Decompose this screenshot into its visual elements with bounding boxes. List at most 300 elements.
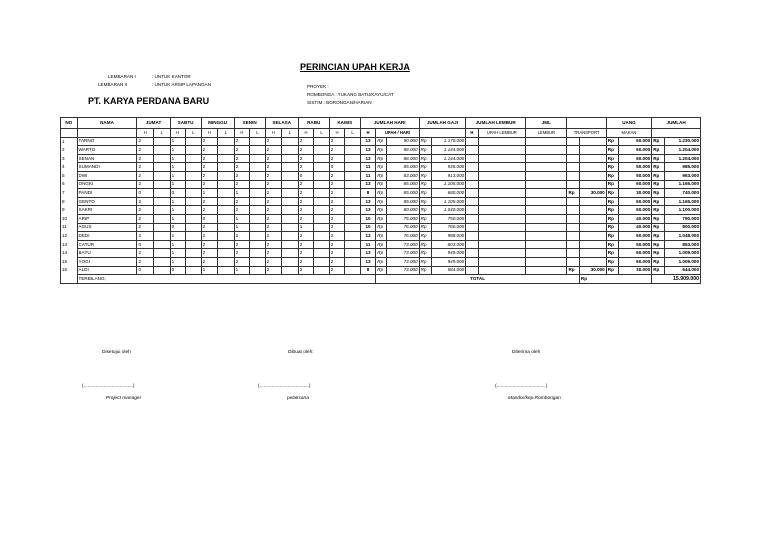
row-day-h: 2: [265, 223, 282, 232]
row-day-l: [186, 189, 202, 198]
row-meal: 30.000: [619, 266, 652, 275]
sub-l: L: [154, 129, 171, 138]
row-day-h: 2: [234, 249, 250, 258]
row-day-l: [218, 232, 235, 241]
row-day-h: 2: [265, 197, 282, 206]
sub-h: H: [234, 129, 250, 138]
row-overtime-h: [466, 171, 478, 180]
row-name: YOGI: [77, 257, 137, 266]
row-transport: [579, 137, 606, 146]
sheet-line-1-label: LEMBARAN I: [108, 74, 136, 79]
row-salary: 949.000: [432, 249, 466, 258]
table-header-row: [61, 118, 701, 129]
row-rp: [567, 197, 579, 206]
row-day-l: [186, 197, 202, 206]
row-overtime-wage: [478, 154, 526, 163]
row-name: AGUS: [77, 223, 137, 232]
row-day-l: [186, 180, 202, 189]
header-jml: JML: [526, 118, 567, 129]
row-overtime-h: [466, 266, 478, 275]
row-meal: 60.000: [619, 154, 652, 163]
row-day-l: [282, 154, 299, 163]
row-day-l: [154, 214, 171, 223]
row-day-l: [314, 257, 330, 266]
row-day-h: 1: [170, 232, 186, 241]
row-meal: 60.000: [619, 146, 652, 155]
row-salary: 1.040.000: [432, 206, 466, 215]
sub-l: L: [186, 129, 202, 138]
row-day-h: 2: [298, 180, 314, 189]
row-day-l: [314, 146, 330, 155]
row-day-h: 2: [329, 180, 345, 189]
row-day-l: [250, 223, 266, 232]
header-senin: SENIN: [234, 118, 265, 129]
row-rp: Rp: [606, 257, 618, 266]
table-row: [61, 214, 701, 223]
row-day-h: 0: [298, 171, 314, 180]
sistim-label: SISTIM : BORONGAN/HARIAN: [307, 100, 372, 105]
row-no: 15: [61, 257, 78, 266]
row-day-h: 2: [298, 206, 314, 215]
row-day-l: [314, 163, 330, 172]
row-day-l: [314, 180, 330, 189]
row-day-l: [282, 223, 299, 232]
row-rp: [567, 249, 579, 258]
row-overtime: [526, 163, 567, 172]
row-rp: Rp: [652, 163, 664, 172]
row-transport: [579, 249, 606, 258]
row-day-l: [154, 266, 171, 275]
row-rp: Rp: [652, 232, 664, 241]
row-rp: Rp: [419, 206, 431, 215]
row-day-l: [345, 189, 361, 198]
header-no: NO: [61, 118, 78, 129]
row-day-l: [314, 206, 330, 215]
row-day-l: [154, 146, 171, 155]
row-rp: Rp: [376, 249, 386, 258]
row-daily-wage: 73.000: [386, 257, 419, 266]
row-no: 8: [61, 197, 78, 206]
header-jumlah-lembur: JUMLAH LEMBUR: [466, 118, 526, 129]
row-day-l: [345, 163, 361, 172]
row-rp: Rp: [376, 171, 386, 180]
row-day-l: [218, 214, 235, 223]
row-rp: Rp: [652, 257, 664, 266]
row-day-h: 2: [265, 137, 282, 146]
row-overtime-h: [466, 249, 478, 258]
table-row: [61, 146, 701, 155]
row-day-h: 2: [329, 171, 345, 180]
row-day-h: 2: [265, 240, 282, 249]
row-rp: Rp: [606, 232, 618, 241]
row-day-h: 2: [265, 257, 282, 266]
row-overtime-h: [466, 240, 478, 249]
row-no: 4: [61, 163, 78, 172]
row-total: 644.000: [664, 266, 700, 275]
row-day-h: 0: [201, 214, 218, 223]
row-day-l: [218, 180, 235, 189]
header-jumlah: JUMLAH: [652, 118, 701, 129]
row-total: 1.165.000: [664, 180, 700, 189]
row-day-l: [186, 266, 202, 275]
row-day-h: 1: [201, 266, 218, 275]
row-day-h: 1: [234, 189, 250, 198]
row-no: 3: [61, 154, 78, 163]
row-day-l: [250, 146, 266, 155]
row-rp: Rp: [606, 240, 618, 249]
row-day-l: [282, 163, 299, 172]
row-day-h: 2: [201, 163, 218, 172]
row-daily-wage: 75.000: [386, 214, 419, 223]
row-day-l: [186, 163, 202, 172]
row-day-l: [186, 214, 202, 223]
row-day-l: [250, 206, 266, 215]
sub-l: L: [218, 129, 235, 138]
row-day-h: 2: [201, 206, 218, 215]
sheet-line-2-label: LEMBARAN II: [98, 82, 128, 87]
row-rp: Rp: [606, 223, 618, 232]
row-rp: Rp: [652, 154, 664, 163]
row-day-l: [314, 249, 330, 258]
row-day-h: 1: [170, 171, 186, 180]
row-total: 985.000: [664, 163, 700, 172]
row-name: TARNO: [77, 137, 137, 146]
row-name: SAKRI: [77, 206, 137, 215]
row-day-h: 2: [201, 146, 218, 155]
row-days-total: 13: [360, 257, 376, 266]
row-day-h: 2: [201, 249, 218, 258]
row-day-l: [282, 249, 299, 258]
table-row: [61, 154, 701, 163]
row-salary: 750.000: [432, 214, 466, 223]
row-transport: [579, 206, 606, 215]
row-overtime-h: [466, 154, 478, 163]
row-day-h: 2: [201, 232, 218, 241]
sub-h: H: [201, 129, 218, 138]
row-day-l: [186, 249, 202, 258]
sub-l: L: [345, 129, 361, 138]
row-total: 800.000: [664, 223, 700, 232]
row-day-h: 2: [298, 197, 314, 206]
row-rp: [567, 232, 579, 241]
row-day-h: 1: [170, 214, 186, 223]
row-day-l: [218, 189, 235, 198]
row-overtime-h: [466, 257, 478, 266]
row-day-h: 2: [137, 214, 154, 223]
wage-table: [60, 117, 701, 284]
row-daily-wage: 90.000: [386, 137, 419, 146]
row-day-l: [250, 180, 266, 189]
row-total: 1.048.000: [664, 232, 700, 241]
row-rp: Rp: [606, 189, 618, 198]
row-daily-wage: 85.000: [386, 180, 419, 189]
row-name: PANDI: [77, 189, 137, 198]
header-jumlah-hari: JUMLAH HARI: [360, 118, 419, 129]
sub-l: L: [314, 129, 330, 138]
row-day-h: 2: [329, 249, 345, 258]
row-day-h: 1: [234, 214, 250, 223]
row-days-total: 10: [360, 214, 376, 223]
header-minggu: MINGGU: [201, 118, 234, 129]
row-meal: 40.000: [619, 223, 652, 232]
row-salary: 1.105.000: [432, 197, 466, 206]
row-day-l: [282, 137, 299, 146]
row-transport: [579, 146, 606, 155]
row-transport: [579, 171, 606, 180]
row-day-h: 2: [234, 171, 250, 180]
row-day-l: [250, 232, 266, 241]
row-day-h: 2: [329, 223, 345, 232]
signature-line-2: (.....................................): [258, 384, 311, 389]
row-day-h: 2: [329, 232, 345, 241]
row-day-l: [186, 206, 202, 215]
row-day-l: [282, 180, 299, 189]
row-rp: Rp: [567, 189, 579, 198]
row-total: 790.000: [664, 214, 700, 223]
row-day-l: [345, 223, 361, 232]
row-day-l: [250, 171, 266, 180]
row-overtime-h: [466, 137, 478, 146]
approved-by-label: Disetujui oleh: [102, 350, 131, 355]
row-day-l: [250, 163, 266, 172]
row-daily-wage: 80.000: [386, 206, 419, 215]
row-rp: Rp: [419, 223, 431, 232]
row-day-h: 2: [137, 154, 154, 163]
row-day-h: 2: [137, 206, 154, 215]
sub-h: H: [170, 129, 186, 138]
row-daily-wage: 76.000: [386, 232, 419, 241]
row-day-h: 2: [329, 240, 345, 249]
row-day-l: [282, 266, 299, 275]
row-day-h: 1: [170, 257, 186, 266]
row-name: DEDI: [77, 232, 137, 241]
row-day-h: 2: [137, 163, 154, 172]
row-day-l: [154, 197, 171, 206]
row-name: SUMANDI: [77, 163, 137, 172]
row-rp: Rp: [419, 257, 431, 266]
row-day-h: 2: [201, 171, 218, 180]
row-rp: [567, 137, 579, 146]
row-day-h: 0: [137, 189, 154, 198]
footer-row: [61, 275, 701, 284]
row-overtime-wage: [478, 257, 526, 266]
row-day-h: 2: [298, 146, 314, 155]
row-name: ARIP: [77, 214, 137, 223]
row-rp: Rp: [376, 223, 386, 232]
row-no: 5: [61, 171, 78, 180]
row-overtime-h: [466, 163, 478, 172]
row-rp: [567, 146, 579, 155]
row-days-total: 8: [360, 266, 376, 275]
row-day-l: [345, 137, 361, 146]
row-total: 1.204.000: [664, 146, 700, 155]
row-day-h: 0: [170, 189, 186, 198]
table-row: [61, 197, 701, 206]
row-no: 16: [61, 266, 78, 275]
row-rp: Rp: [376, 189, 386, 198]
row-day-l: [314, 154, 330, 163]
row-day-h: 2: [298, 249, 314, 258]
row-total: 1.100.000: [664, 206, 700, 215]
row-total: 1.230.000: [664, 137, 700, 146]
row-day-h: 2: [234, 232, 250, 241]
company-name: PT. KARYA PERDANA BARU: [88, 96, 210, 106]
row-day-h: 0: [170, 266, 186, 275]
row-transport: 30.000: [579, 189, 606, 198]
row-day-l: [282, 240, 299, 249]
row-day-h: 1: [170, 180, 186, 189]
row-daily-wage: 73.000: [386, 266, 419, 275]
row-rp: Rp: [652, 180, 664, 189]
row-day-l: [186, 146, 202, 155]
sub-h: H: [329, 129, 345, 138]
header-jumat: JUMAT: [137, 118, 170, 129]
row-day-h: 2: [265, 171, 282, 180]
sub-upah-hari: UPAH / HARI: [376, 129, 419, 138]
sub-makan: MAKAN: [606, 129, 651, 138]
row-day-l: [250, 137, 266, 146]
row-no: 13: [61, 240, 78, 249]
row-daily-wage: 83.000: [386, 171, 419, 180]
table-row: [61, 137, 701, 146]
row-day-l: [314, 266, 330, 275]
row-overtime: [526, 214, 567, 223]
row-day-h: 1: [170, 154, 186, 163]
table-row: [61, 232, 701, 241]
row-transport: 30.000: [579, 266, 606, 275]
row-day-l: [250, 154, 266, 163]
row-days-total: 13: [360, 154, 376, 163]
row-day-h: 1: [170, 146, 186, 155]
row-day-h: 1: [234, 223, 250, 232]
row-days-total: 13: [360, 180, 376, 189]
row-day-h: 2: [265, 249, 282, 258]
total-label: TOTAL: [376, 275, 580, 284]
signature-line-3: (.....................................): [495, 384, 548, 389]
header-kamis: KAMIS: [329, 118, 360, 129]
row-day-l: [345, 171, 361, 180]
row-daily-wage: 73.000: [386, 240, 419, 249]
row-name: ALDI: [77, 266, 137, 275]
sub-l: L: [250, 129, 266, 138]
row-meal: 50.000: [619, 240, 652, 249]
row-meal: 60.000: [619, 249, 652, 258]
row-total: 1.009.000: [664, 257, 700, 266]
row-day-l: [154, 171, 171, 180]
row-day-h: 2: [137, 171, 154, 180]
row-total: 1.204.000: [664, 154, 700, 163]
row-transport: [579, 154, 606, 163]
row-rp: Rp: [376, 206, 386, 215]
row-day-l: [250, 257, 266, 266]
grand-total: 15.909.000: [652, 275, 701, 284]
row-overtime-h: [466, 214, 478, 223]
role-pelaksana: pelaksana: [287, 396, 309, 401]
row-day-h: 1: [201, 189, 218, 198]
row-day-l: [345, 240, 361, 249]
signature-line-1: (.....................................): [82, 384, 135, 389]
row-day-h: 2: [234, 240, 250, 249]
row-overtime: [526, 171, 567, 180]
row-rp: Rp: [606, 266, 618, 275]
row-salary: 1.144.000: [432, 154, 466, 163]
row-day-h: 2: [329, 197, 345, 206]
row-day-h: 2: [234, 154, 250, 163]
row-day-l: [282, 257, 299, 266]
row-transport: [579, 240, 606, 249]
row-overtime-wage: [478, 206, 526, 215]
row-rp: Rp: [376, 146, 386, 155]
row-days-total: 11: [360, 240, 376, 249]
row-day-l: [186, 232, 202, 241]
row-rp: Rp: [419, 180, 431, 189]
row-day-l: [186, 171, 202, 180]
row-transport: [579, 232, 606, 241]
row-days-total: 13: [360, 249, 376, 258]
row-name: BAYU: [77, 249, 137, 258]
row-day-h: 2: [329, 214, 345, 223]
row-day-l: [314, 197, 330, 206]
row-overtime: [526, 197, 567, 206]
row-day-l: [345, 214, 361, 223]
row-overtime-h: [466, 180, 478, 189]
table-row: [61, 257, 701, 266]
row-rp: Rp: [606, 180, 618, 189]
row-day-h: 2: [298, 266, 314, 275]
row-rp: Rp: [419, 232, 431, 241]
table-row: [61, 240, 701, 249]
row-day-l: [345, 257, 361, 266]
row-day-l: [314, 189, 330, 198]
row-overtime-h: [466, 206, 478, 215]
row-day-h: 2: [137, 180, 154, 189]
row-day-h: 2: [137, 257, 154, 266]
table-row: [61, 223, 701, 232]
row-day-h: 1: [170, 137, 186, 146]
row-rp: Rp: [652, 223, 664, 232]
row-no: 11: [61, 223, 78, 232]
row-day-l: [345, 206, 361, 215]
row-rp: Rp: [652, 197, 664, 206]
row-day-l: [282, 206, 299, 215]
row-overtime: [526, 249, 567, 258]
row-day-h: 2: [298, 232, 314, 241]
row-rp: Rp: [419, 214, 431, 223]
sub-h: H: [298, 129, 314, 138]
row-day-h: 2: [265, 189, 282, 198]
row-transport: [579, 197, 606, 206]
row-overtime-h: [466, 146, 478, 155]
row-day-l: [314, 171, 330, 180]
row-no: 9: [61, 206, 78, 215]
row-day-h: 2: [298, 163, 314, 172]
sheet-line-2-value: : UNTUK ARSIP LAPANGAN: [152, 82, 212, 87]
row-no: 2: [61, 146, 78, 155]
row-day-l: [218, 266, 235, 275]
row-rp: [567, 171, 579, 180]
row-day-h: 2: [265, 146, 282, 155]
row-rp: [567, 240, 579, 249]
row-rp: Rp: [376, 180, 386, 189]
row-overtime-wage: [478, 240, 526, 249]
row-days-total: 13: [360, 137, 376, 146]
row-daily-wage: 85.000: [386, 163, 419, 172]
row-name: SENAN: [77, 154, 137, 163]
row-day-h: 0: [329, 163, 345, 172]
row-day-h: 2: [298, 240, 314, 249]
row-days-total: 13: [360, 232, 376, 241]
row-overtime-wage: [478, 232, 526, 241]
